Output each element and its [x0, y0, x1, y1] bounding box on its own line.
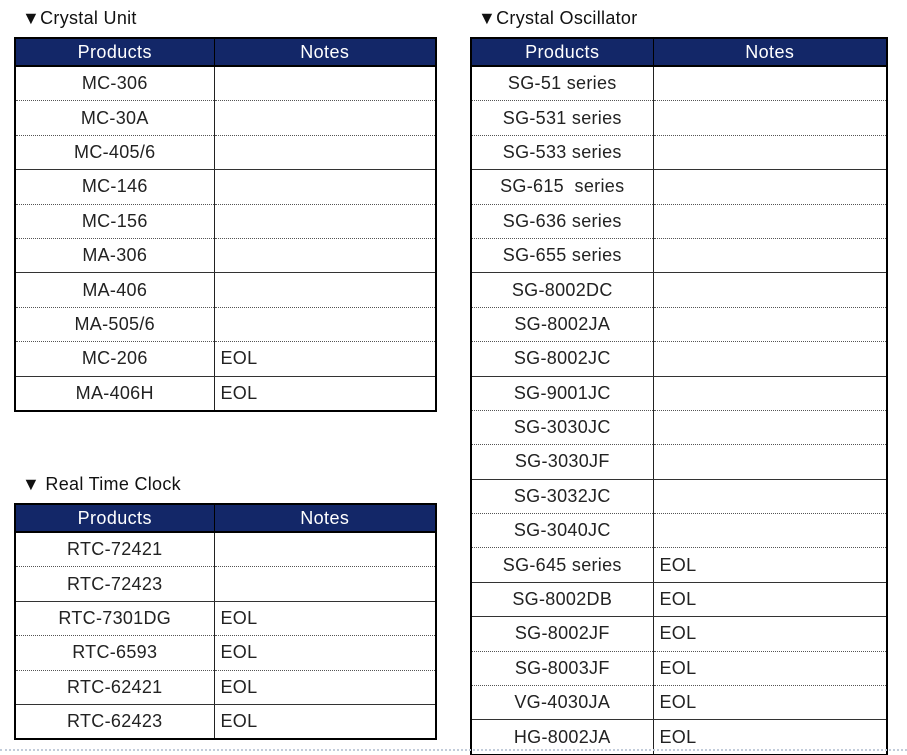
- product-cell: MA-306: [15, 238, 214, 272]
- notes-column-header: Notes: [214, 504, 436, 532]
- product-cell: MC-306: [15, 66, 214, 101]
- note-cell: EOL: [653, 548, 887, 582]
- real-time-clock-header: [15, 504, 436, 532]
- note-cell: [653, 479, 887, 513]
- note-cell: [653, 66, 887, 101]
- product-cell: MC-206: [15, 342, 214, 376]
- note-cell: EOL: [659, 726, 697, 747]
- table-row: [15, 170, 436, 204]
- table-row: [471, 273, 887, 307]
- product-cell: SG-3030JF: [471, 445, 653, 479]
- product-cell: MC-146: [15, 170, 214, 204]
- table-row: [471, 170, 887, 204]
- crystal-oscillator-body: [471, 66, 887, 755]
- note-cell: [653, 376, 887, 410]
- bottom-divider: [0, 749, 907, 751]
- crystal-unit-body: [15, 66, 436, 411]
- note-cell: [214, 66, 436, 101]
- table-row: [15, 66, 436, 101]
- table-row: [15, 376, 436, 411]
- table-row: [15, 601, 436, 635]
- crystal-oscillator-title: ▼Crystal Oscillator: [478, 8, 638, 28]
- note-cell: [653, 135, 887, 169]
- table-row: [471, 135, 887, 169]
- table-row: [15, 532, 436, 567]
- note-cell: [214, 170, 436, 204]
- note-cell: [653, 342, 887, 376]
- crystal-oscillator-section: [470, 6, 888, 755]
- product-cell: RTC-7301DG: [15, 601, 214, 635]
- product-cell: SG-3030JC: [471, 410, 653, 444]
- product-cell: RTC-6593: [15, 636, 214, 670]
- crystal-unit-header: [15, 38, 436, 66]
- notes-column-header: Notes: [214, 38, 436, 66]
- table-row: [471, 238, 887, 272]
- note-cell: EOL: [653, 651, 887, 685]
- note-cell: [653, 514, 887, 548]
- note-cell: [653, 204, 887, 238]
- real-time-clock-body: [15, 532, 436, 739]
- product-cell: SG-9001JC: [471, 376, 653, 410]
- note-cell: [653, 445, 887, 479]
- product-cell: SG-531 series: [471, 101, 653, 135]
- product-cell: VG-4030JA: [471, 686, 653, 720]
- product-cell: SG-8002DC: [471, 273, 653, 307]
- note-cell: EOL: [653, 617, 887, 651]
- note-cell: [653, 101, 887, 135]
- note-cell: [214, 532, 436, 567]
- note-cell: [214, 238, 436, 272]
- product-cell: RTC-72423: [15, 567, 214, 601]
- table-row: [471, 445, 887, 479]
- table-row: [471, 651, 887, 685]
- product-cell: MA-505/6: [15, 307, 214, 341]
- table-row: [471, 582, 887, 616]
- product-cell: SG-636 series: [471, 204, 653, 238]
- crystal-oscillator-header: [471, 38, 887, 66]
- table-row: [15, 204, 436, 238]
- table-row: [15, 273, 436, 307]
- table-row: [15, 342, 436, 376]
- note-cell: EOL: [214, 670, 436, 704]
- product-cell: RTC-62421: [15, 670, 214, 704]
- crystal-unit-section: [14, 6, 437, 412]
- product-cell: MA-406: [15, 273, 214, 307]
- table-row: [471, 204, 887, 238]
- product-cell: SG-3032JC: [471, 479, 653, 513]
- note-cell: [214, 273, 436, 307]
- product-cell: SG-8002DB: [471, 582, 653, 616]
- product-cell: MC-156: [15, 204, 214, 238]
- note-cell: [214, 135, 436, 169]
- product-cell: SG-8002JF: [471, 617, 653, 651]
- product-cell: SG-645 series: [471, 548, 653, 582]
- product-cell: RTC-62423: [15, 704, 214, 739]
- table-row: [471, 307, 887, 341]
- product-cell: SG-8003JF: [471, 651, 653, 685]
- product-cell: RTC-72421: [15, 532, 214, 567]
- crystal-unit-table: [14, 37, 437, 412]
- note-cell: [653, 273, 887, 307]
- product-cell: HG-8002JA: [471, 720, 653, 755]
- note-cell: EOL: [214, 342, 436, 376]
- note-cell: EOL: [214, 636, 436, 670]
- crystal-oscillator-table: [470, 37, 888, 755]
- table-row: [471, 548, 887, 582]
- note-cell: [214, 204, 436, 238]
- products-column-header: Products: [15, 38, 214, 66]
- products-column-header: Products: [15, 504, 214, 532]
- table-row: [471, 479, 887, 513]
- note-cell: [653, 410, 887, 444]
- note-cell: [214, 567, 436, 601]
- product-cell: SG-8002JC: [471, 342, 653, 376]
- note-cell: [214, 307, 436, 341]
- product-cell: MC-30A: [15, 101, 214, 135]
- table-row: [471, 617, 887, 651]
- real-time-clock-title: ▼ Real Time Clock: [22, 474, 181, 494]
- product-cell: SG-533 series: [471, 135, 653, 169]
- note-cell: [653, 238, 887, 272]
- table-row: [15, 307, 436, 341]
- table-row: [471, 342, 887, 376]
- table-row: [471, 686, 887, 720]
- product-cell: SG-655 series: [471, 238, 653, 272]
- note-cell: EOL: [220, 711, 258, 732]
- note-cell: EOL: [653, 686, 887, 720]
- note-cell: EOL: [653, 582, 887, 616]
- crystal-unit-title: ▼Crystal Unit: [22, 8, 137, 28]
- product-cell: SG-3040JC: [471, 514, 653, 548]
- table-row: [15, 636, 436, 670]
- table-row: [15, 567, 436, 601]
- products-column-header: Products: [471, 38, 653, 66]
- table-row: [471, 410, 887, 444]
- real-time-clock-table: [14, 503, 437, 740]
- table-row: [15, 704, 436, 739]
- product-cell: SG-51 series: [471, 66, 653, 101]
- product-cell: SG-615 series: [471, 170, 653, 204]
- table-row: [15, 238, 436, 272]
- table-row: [471, 66, 887, 101]
- table-row: [15, 101, 436, 135]
- table-row: [471, 514, 887, 548]
- note-cell: [653, 307, 887, 341]
- table-row: [471, 101, 887, 135]
- product-cell: MA-406H: [15, 376, 214, 411]
- notes-column-header: Notes: [653, 38, 887, 66]
- note-cell: [214, 101, 436, 135]
- note-cell: [653, 170, 887, 204]
- note-cell: EOL: [220, 382, 258, 403]
- table-row: [471, 376, 887, 410]
- product-cell: SG-8002JA: [471, 307, 653, 341]
- real-time-clock-section: [14, 472, 437, 740]
- table-row: [15, 670, 436, 704]
- table-row: [15, 135, 436, 169]
- product-cell: MC-405/6: [15, 135, 214, 169]
- note-cell: EOL: [214, 601, 436, 635]
